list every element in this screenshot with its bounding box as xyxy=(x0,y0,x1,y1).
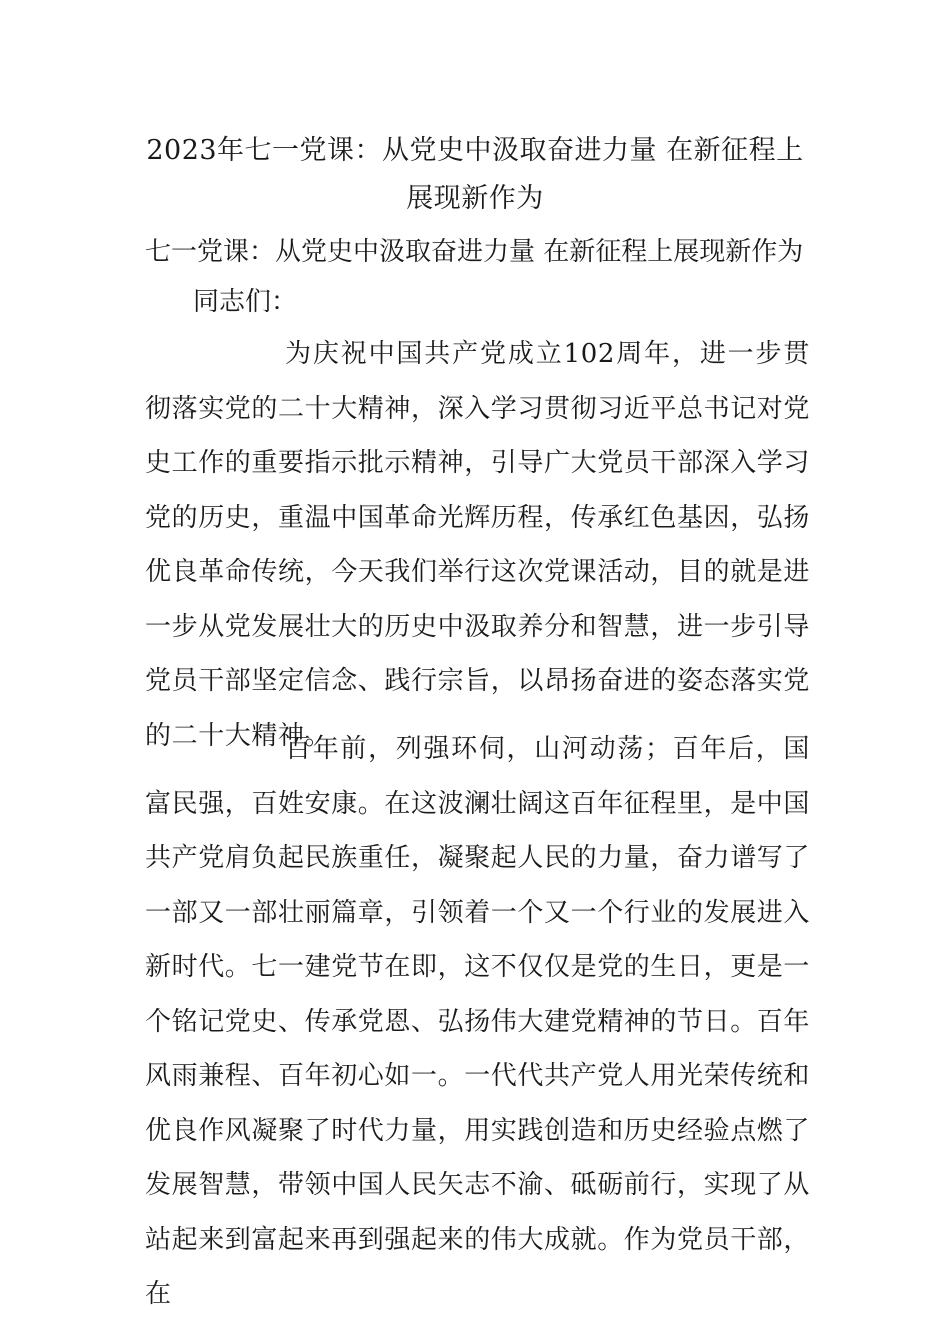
document-title: 2023年七一党课：从党史中汲取奋进力量 在新征程上展现新作为 xyxy=(146,135,804,214)
document-subtitle: 七一党课：从党史中汲取奋进力量 在新征程上展现新作为 xyxy=(145,237,804,267)
greeting: 同志们： xyxy=(193,287,298,317)
paragraph-2: 百年前，列强环伺，山河动荡；百年后，国富民强，百姓安康。在这波澜壮阔这百年征程里，是中国共产党肩负起民族重任，凝聚起人民的力量，奋力谱写了一部又一部壮丽篇章，引领着一个又一个行业的发展进入新时代。七一建党节在即，这不仅仅是党的生日，更是一个铭记党史、传承党恩、弘扬伟大建党精神的节日。百年风雨兼程、百年初心如一。一代代共产党人用光荣传统和优良作风凝聚了时代力量，用实践创造和历史经验点燃了发展智慧，带领中国人民矢志不渝、砥砺前行，实现了从站起来到富起来再到强起来的伟大成就。作为党员干部，在 xyxy=(145,734,811,1309)
paragraph-1: 为庆祝中国共产党成立102周年，进一步贯彻落实党的二十大精神，深入学习贯彻习近平总书记对党史工作的重要指示批示精神，引导广大党员干部深入学习党的历史，重温中国革命光辉历程，传承红色基因，弘扬优良革命传统，今天我们举行这次党课活动，目的就是进一步从党发展壮大的历史中汲取养分和智慧，进一步引导党员干部坚定信念、践行宗旨，以昂扬奋进的姿态落实党的二十大精神。 xyxy=(145,339,811,751)
